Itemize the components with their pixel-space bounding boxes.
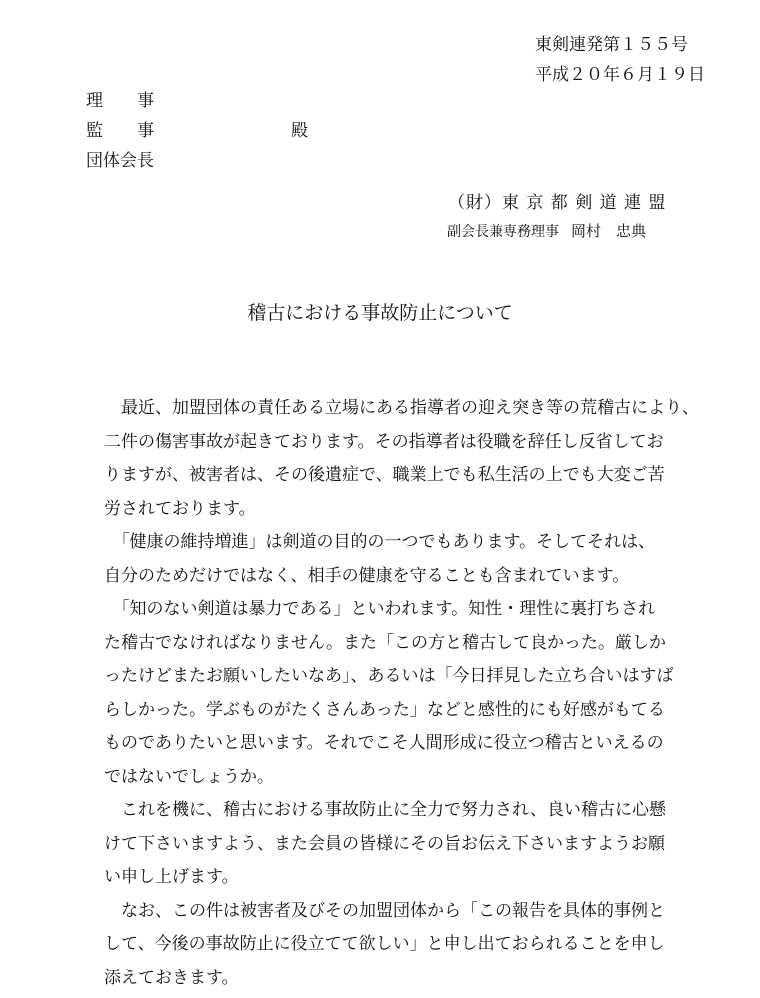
document-date: 平成２０年６月１９日 <box>535 65 705 85</box>
body-line: 「知のない剣道は暴力である」といわれます。知性・理性に裏打ちされ <box>104 599 656 619</box>
sender-role: 副会長兼専務理事 <box>447 224 559 240</box>
addressee-block <box>86 86 308 176</box>
sender-person <box>447 220 646 241</box>
body-line: ではないでしょうか。 <box>104 766 274 787</box>
document-title: 稽古における事故防止について <box>247 302 513 324</box>
body-line: た稽古でなければなりません。また「この方と稽古して良かった。厳しか <box>104 632 667 653</box>
body-line: ったけどまたお願いしたいなあ」、あるいは「今日拝見した立ち合いはすば <box>104 666 674 686</box>
body-line: 二件の傷害事故が起きております。その指導者は役職を辞任し反省してお <box>104 431 664 452</box>
body-line: して、今後の事故防止に役立てて欲しい」と申し出ておられることを申し <box>104 934 665 954</box>
body-line: なお、この件は被害者及びその加盟団体から「この報告を具体的事例と <box>104 900 665 921</box>
body-line: けて下さいますよう、また会員の皆様にその旨お伝え下さいますようお願 <box>104 833 665 854</box>
reference-block <box>535 30 705 90</box>
body-line: りますが、被害者は、その後遺症で、職業上でも私生活の上でも大変ご苦 <box>104 465 665 485</box>
body-line: これを機に、稽古における事故防止に全力で努力され、良い稽古に心懸 <box>104 800 667 820</box>
addressee-auditors: 監 事 <box>86 121 154 141</box>
body-line: らしかった。学ぶものがたくさんあった」などと感性的にも好感がもてる <box>104 699 665 720</box>
body-line: い申し上げます。 <box>104 867 239 887</box>
document-number: 東剣連発第１５５号 <box>535 35 688 55</box>
document-body <box>104 392 744 995</box>
addressee-honorific: 殿 <box>291 121 308 141</box>
addressee-group-heads: 団体会長 <box>86 151 154 171</box>
body-line: ものでありたいと思います。それでこそ人間形成に役立つ稽古といえるの <box>104 733 664 753</box>
sender-organization: （財）東 京 都 剣 道 連 盟 <box>448 193 667 213</box>
body-line: 労されております。 <box>104 498 256 519</box>
body-line: 自分のためだけではなく、相手の健康を守ることも含まれています。 <box>104 565 630 586</box>
addressee-directors: 理 事 <box>86 91 154 111</box>
sender-name: 岡村 忠典 <box>571 222 647 240</box>
body-line: 最近、加盟団体の責任ある立場にある指導者の迎え突き等の荒稽古により、 <box>104 398 699 418</box>
body-line: 「健康の維持増進」は剣道の目的の一つでもあります。そしてそれは、 <box>104 532 656 552</box>
body-line: 添えておきます。 <box>104 967 239 988</box>
